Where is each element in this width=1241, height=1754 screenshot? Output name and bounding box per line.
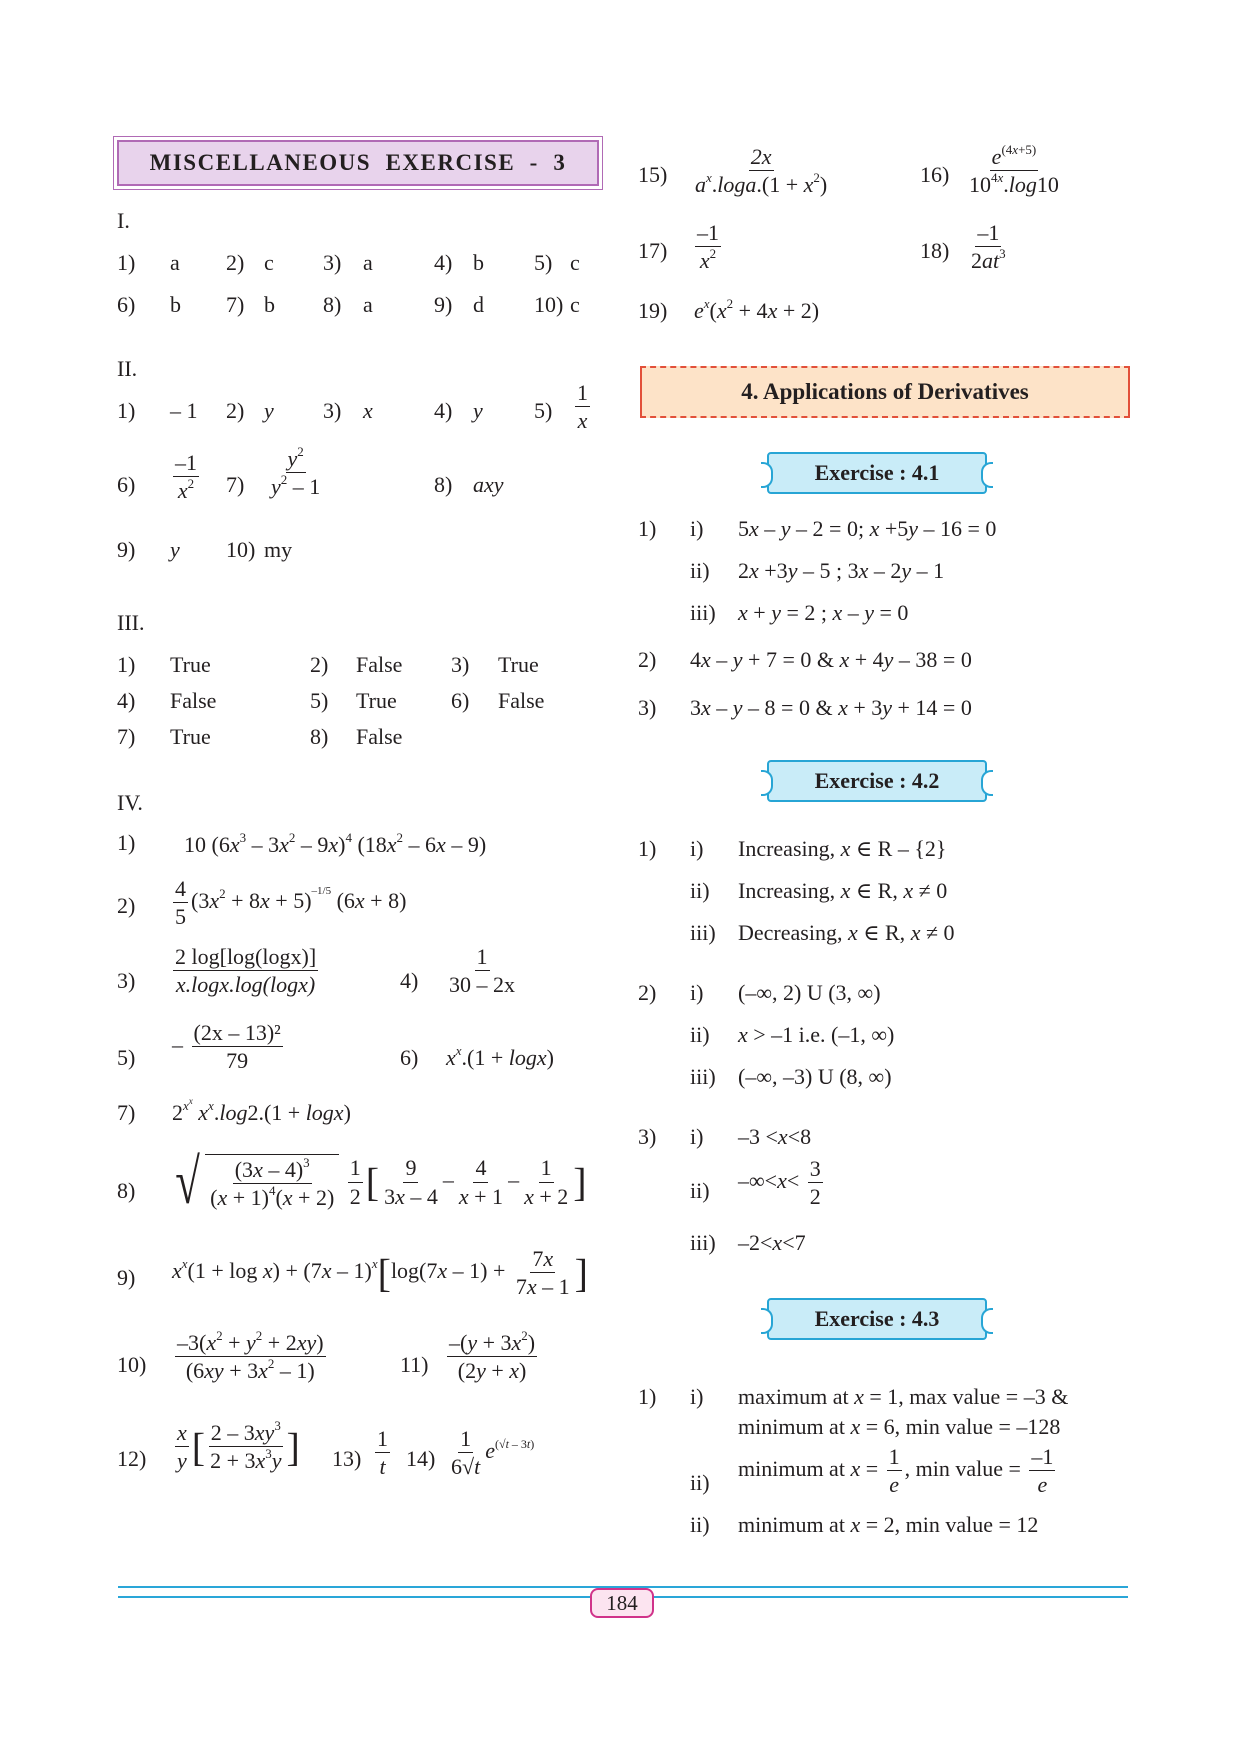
answer-num: 3) [117, 968, 136, 993]
answer-sub: iii) [690, 600, 716, 625]
section-i-label: I. [117, 208, 130, 233]
answer-num: 16) [920, 162, 950, 187]
answer-sub: iii) [690, 920, 716, 945]
section-iv-label: IV. [117, 790, 143, 815]
answer-val: b [473, 250, 484, 275]
fraction: $\frac{1}{30 - 2x}$ [449, 944, 515, 998]
answer-sub: ii) [690, 1178, 710, 1203]
answer-num: 2) [638, 647, 657, 672]
answer-num: 11) [400, 1352, 429, 1377]
answer-num: 10) [534, 292, 564, 317]
answer-num: 10) [226, 537, 256, 562]
answer-text: minimum at x = 2, min value = 12 [738, 1512, 1039, 1537]
answer-expression: $x^x(1 + \log x) + (7x - 1)^x[\log(7x - 1)$ + $\frac{7x}{7x - 1}$ ] [172, 1246, 588, 1300]
answer-sub: i) [690, 980, 704, 1005]
answer-text: Increasing, x ∈ R, x ≠ 0 [738, 878, 948, 903]
answer-num: 2) [638, 980, 657, 1005]
answer-val: d [473, 292, 484, 317]
answer-val: c [264, 250, 274, 275]
answer-num: 5) [534, 398, 553, 423]
answer-num: 9) [117, 537, 136, 562]
answer-sub: ii) [690, 1512, 710, 1537]
answer-text: (–∞, 2) U (3, ∞) [738, 980, 881, 1005]
fraction: $\frac{2x}{a^x.\log a.(1 + x^2)}$ [695, 144, 828, 198]
answer-expression: $\frac{1}{6√t}$ $e^{(√t - 3t)}$ [451, 1426, 535, 1480]
answer-sub: i) [690, 1384, 704, 1409]
fraction: $\frac{1}{t}$ [377, 1426, 388, 1480]
answer-num: 9) [434, 292, 453, 317]
answer-text: Decreasing, x ∈ R, x ≠ 0 [738, 920, 955, 945]
answer-text: –3 <x<8 [738, 1124, 812, 1149]
answer-expression: 10 $(6x^3 - 3x^2 - 9x)^4$ $(18x^2 - 6x - 9)$ [184, 830, 487, 857]
answer-text: 3x – y – 8 = 0 & x + 3y + 14 = 0 [690, 695, 972, 720]
answer-val: y [264, 398, 274, 423]
exercise-title: Exercise : 4.2 [814, 768, 940, 793]
answer-num: 3) [638, 695, 657, 720]
answer-num: 7) [117, 724, 136, 749]
answer-num: 15) [638, 162, 668, 187]
answer-text: –2<x<7 [738, 1230, 806, 1255]
answer-num: 1) [117, 250, 136, 275]
answer-expression: 2$^{x^x}$ $x^x.\log 2.(1 + \log x)$ [172, 1096, 351, 1125]
answer-num: 10) [117, 1352, 147, 1377]
answer-val: False [356, 724, 403, 749]
answer-text: x + y = 2 ; x – y = 0 [738, 600, 909, 625]
fraction: – $\frac{\text{(2x – 13)²}}{79}$ [172, 1020, 281, 1074]
answer-val: b [264, 292, 275, 317]
answer-num: 4) [117, 688, 136, 713]
answer-num: 7) [226, 292, 245, 317]
misc-exercise-title: MISCELLANEOUS EXERCISE - 3 [149, 150, 567, 175]
answer-sub: i) [690, 516, 704, 541]
fraction: $\frac{2 \log[\log(\log x)]}{x.\log x.\log(\log x)}$ [175, 944, 317, 998]
answer-num: 8) [434, 472, 453, 497]
section-ii-label: II. [117, 356, 138, 381]
answer-num: 4) [434, 250, 453, 275]
answer-num: 2) [226, 398, 245, 423]
answer-expression: $\frac{x}{y}$ [ $\frac{2 - 3xy^3}{2 + 3x^3y}$ ] [177, 1418, 300, 1474]
answer-text: (–∞, –3) U (8, ∞) [738, 1064, 892, 1089]
answer-num: 3) [638, 1124, 657, 1149]
answer-val: False [356, 652, 403, 677]
chapter-title-banner [640, 366, 1130, 418]
answer-text: Increasing, x ∈ R – {2} [738, 836, 947, 861]
answer-val: c [570, 292, 580, 317]
answer-sub: i) [690, 836, 704, 861]
answer-val: a [363, 292, 373, 317]
answer-num: 3) [323, 398, 342, 423]
exercise-4-3-banner [767, 1298, 987, 1340]
answer-num: 2) [117, 893, 136, 918]
answer-sub: i) [690, 1124, 704, 1149]
fraction: $\frac{1}{x}$ [577, 380, 588, 434]
misc-exercise-banner [117, 140, 599, 186]
answer-num: 13) [332, 1446, 362, 1471]
answer-num: 5) [534, 250, 553, 275]
answer-val: c [570, 250, 580, 275]
answer-num: 1) [638, 836, 657, 861]
answer-num: 7) [226, 472, 245, 497]
answer-val: x [363, 398, 373, 423]
answer-sub: iii) [690, 1064, 716, 1089]
answer-val: a [170, 250, 180, 275]
answer-num: 7) [117, 1100, 136, 1125]
answer-num: 2) [310, 652, 329, 677]
answer-num: 18) [920, 238, 950, 263]
answer-text: maximum at x = 1, max value = –3 & [738, 1384, 1069, 1409]
answer-num: 6) [451, 688, 470, 713]
answer-sub: ii) [690, 1470, 710, 1495]
answer-num: 6) [117, 292, 136, 317]
answer-text: minimum at x = $\frac{1}{e}$ , min value = $\frac{-1}{e}$ [738, 1444, 1054, 1498]
answer-expression: $e^x(x^2 + 4x + 2)$ [694, 296, 820, 323]
page-number [590, 1588, 654, 1618]
fraction: $\frac{-(y + 3x^2)}{(2y + x)}$ [449, 1328, 536, 1384]
answer-expression: √ $\frac{(3x - 4)^3}{(x + 1)^4(x + 2)}$ $\frac{1}{2}$ [ $\frac{9}{3x - 4}$ – $\frac{4}{x + 1}$ – $\frac{1}{x + 2}$ ] [175, 1146, 587, 1217]
answer-val: False [498, 688, 545, 713]
answer-num: 8) [117, 1178, 136, 1203]
fraction: $\frac{-1}{2at^3}$ [971, 220, 1006, 274]
answer-num: 6) [400, 1045, 419, 1070]
fraction: $\frac{-3(x^2 + y^2 + 2xy)}{(6xy + 3x^2 - 1)}$ [177, 1328, 324, 1384]
answer-text: x > –1 i.e. (–1, ∞) [738, 1022, 895, 1047]
answer-num: 4) [434, 398, 453, 423]
answer-num: 1) [117, 830, 136, 855]
answer-num: 19) [638, 298, 668, 323]
answer-num: 1) [117, 652, 136, 677]
answer-num: 2) [226, 250, 245, 275]
answer-text: 2x +3y – 5 ; 3x – 2y – 1 [738, 558, 945, 583]
answer-expression: $\frac{4}{5}$ $(3x^2 + 8x + 5)^{-1/5}$ (6x + 8) [175, 876, 407, 930]
answer-val: False [170, 688, 217, 713]
answer-num: 17) [638, 238, 668, 263]
answer-sub: iii) [690, 1230, 716, 1255]
answer-num: 9) [117, 1265, 136, 1290]
answer-num: 3) [451, 652, 470, 677]
answer-val: – 1 [170, 398, 198, 423]
answer-val: y [170, 537, 180, 562]
page-number-text: 184 [606, 1590, 638, 1615]
answer-val: y [473, 398, 483, 423]
answer-text: minimum at x = 6, min value = –128 [738, 1414, 1061, 1439]
answer-sub: ii) [690, 558, 710, 583]
section-iii-label: III. [117, 610, 145, 635]
fraction: $\frac{e^{(4x+5)}}{10^{4x}.\log 10}$ [969, 142, 1059, 198]
answer-val: True [498, 652, 539, 677]
answer-num: 8) [323, 292, 342, 317]
fraction: $\frac{-1}{x^2}$ [697, 220, 719, 274]
exercise-4-2-banner [767, 760, 987, 802]
fraction: $\frac{-1}{x^2}$ [175, 450, 197, 504]
answer-num: 6) [117, 472, 136, 497]
answer-num: 1) [638, 1384, 657, 1409]
answer-num: 3) [323, 250, 342, 275]
answer-num: 1) [638, 516, 657, 541]
answer-num: 5) [117, 1045, 136, 1070]
answer-text: 4x – y + 7 = 0 & x + 4y – 38 = 0 [690, 647, 972, 672]
answer-text: –∞<x< $\frac{3}{2}$ [738, 1156, 821, 1210]
exercise-title: Exercise : 4.1 [814, 460, 940, 485]
answer-val: True [170, 724, 211, 749]
fraction: $\frac{y^2}{y^2 - 1}$ [271, 444, 321, 500]
answer-num: 1) [117, 398, 136, 423]
exercise-4-1-banner [767, 452, 987, 494]
answer-num: 8) [310, 724, 329, 749]
answer-val: axy [473, 472, 504, 497]
answer-text: 5x – y – 2 = 0; x +5y – 16 = 0 [738, 516, 997, 541]
answer-num: 5) [310, 688, 329, 713]
answer-num: 4) [400, 968, 419, 993]
answer-expression: $x^x.(1 + \log x)$ [446, 1043, 554, 1070]
answer-val: b [170, 292, 181, 317]
answer-sub: ii) [690, 1022, 710, 1047]
exercise-title: Exercise : 4.3 [814, 1306, 940, 1331]
answer-val: my [264, 537, 293, 562]
chapter-title: 4. Applications of Derivatives [741, 379, 1029, 404]
answer-num: 14) [406, 1446, 436, 1471]
answer-num: 12) [117, 1446, 147, 1471]
answer-val: a [363, 250, 373, 275]
answer-val: True [170, 652, 211, 677]
answer-val: True [356, 688, 397, 713]
answer-sub: ii) [690, 878, 710, 903]
